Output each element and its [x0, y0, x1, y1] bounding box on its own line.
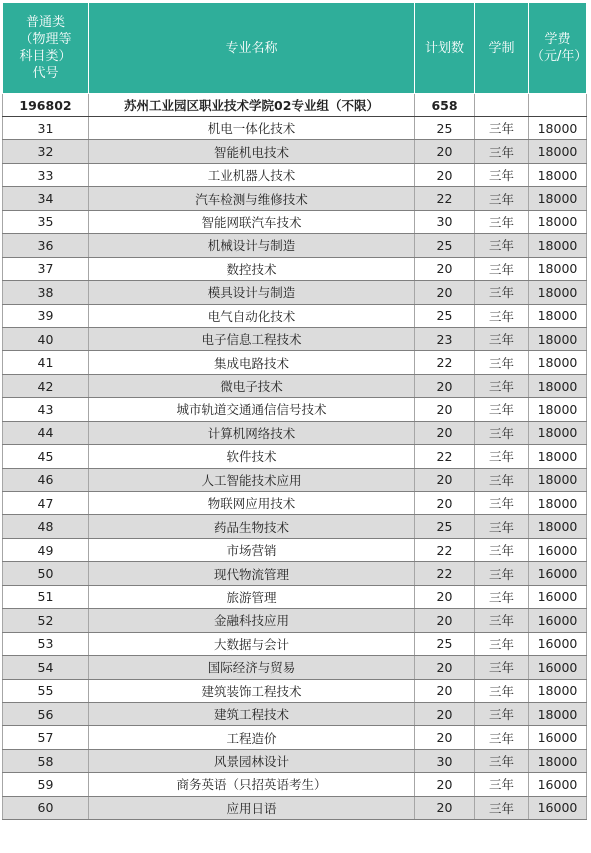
table-row	[3, 304, 587, 327]
table-row	[3, 492, 587, 515]
cell-fee: 16000	[529, 796, 587, 819]
cell-major: 大数据与会计	[89, 632, 415, 655]
cell-plan: 20	[415, 257, 475, 280]
cell-fee: 18000	[529, 468, 587, 491]
cell-major: 机电一体化技术	[89, 117, 415, 140]
table-row	[3, 702, 587, 725]
cell-duration: 三年	[475, 609, 529, 632]
cell-major: 计算机网络技术	[89, 421, 415, 444]
cell-fee: 16000	[529, 773, 587, 796]
cell-duration: 三年	[475, 398, 529, 421]
cell-code: 45	[3, 445, 89, 468]
cell-duration: 三年	[475, 327, 529, 350]
cell-fee: 16000	[529, 585, 587, 608]
cell-plan: 20	[415, 163, 475, 186]
table-row	[3, 773, 587, 796]
cell-code: 60	[3, 796, 89, 819]
cell-fee: 18000	[529, 492, 587, 515]
cell-duration: 三年	[475, 468, 529, 491]
cell-duration: 三年	[475, 679, 529, 702]
cell-plan: 20	[415, 281, 475, 304]
table-row	[3, 140, 587, 163]
cell-duration: 三年	[475, 234, 529, 257]
cell-plan: 23	[415, 327, 475, 350]
table-row	[3, 398, 587, 421]
cell-duration: 三年	[475, 702, 529, 725]
cell-code: 44	[3, 421, 89, 444]
cell-fee: 18000	[529, 398, 587, 421]
cell-duration: 三年	[475, 538, 529, 561]
cell-fee: 18000	[529, 117, 587, 140]
header-major	[89, 3, 415, 94]
cell-plan: 20	[415, 679, 475, 702]
cell-duration: 三年	[475, 773, 529, 796]
cell-code: 46	[3, 468, 89, 491]
table-row	[3, 632, 587, 655]
cell-code: 36	[3, 234, 89, 257]
table-row	[3, 210, 587, 233]
cell-plan: 20	[415, 585, 475, 608]
header-plan	[415, 3, 475, 94]
cell-duration: 三年	[475, 562, 529, 585]
cell-major: 电子信息工程技术	[89, 327, 415, 350]
table-row	[3, 187, 587, 210]
cell-duration: 三年	[475, 281, 529, 304]
cell-major: 软件技术	[89, 445, 415, 468]
cell-plan: 22	[415, 562, 475, 585]
group-row	[3, 94, 587, 117]
cell-plan: 20	[415, 609, 475, 632]
cell-major: 汽车检测与维修技术	[89, 187, 415, 210]
cell-major: 国际经济与贸易	[89, 656, 415, 679]
admission-plan-table	[2, 2, 587, 820]
cell-fee: 18000	[529, 679, 587, 702]
cell-fee: 18000	[529, 210, 587, 233]
cell-fee: 18000	[529, 234, 587, 257]
cell-plan: 20	[415, 702, 475, 725]
table-row	[3, 327, 587, 350]
cell-fee: 18000	[529, 515, 587, 538]
cell-fee: 16000	[529, 609, 587, 632]
cell-duration: 三年	[475, 187, 529, 210]
cell-plan: 20	[415, 398, 475, 421]
table-row	[3, 515, 587, 538]
table-row	[3, 257, 587, 280]
cell-major: 工程造价	[89, 726, 415, 749]
table-row	[3, 351, 587, 374]
table-row	[3, 679, 587, 702]
cell-fee: 18000	[529, 421, 587, 444]
table-row	[3, 374, 587, 397]
cell-plan: 20	[415, 656, 475, 679]
table-row	[3, 117, 587, 140]
cell-code: 38	[3, 281, 89, 304]
cell-plan: 22	[415, 187, 475, 210]
header-fee-label: 学费 （元/年）	[531, 32, 588, 64]
cell-major: 智能机电技术	[89, 140, 415, 163]
cell-duration: 三年	[475, 304, 529, 327]
group-fee	[529, 94, 587, 117]
cell-fee: 18000	[529, 257, 587, 280]
cell-duration: 三年	[475, 445, 529, 468]
cell-major: 应用日语	[89, 796, 415, 819]
cell-code: 40	[3, 327, 89, 350]
cell-code: 33	[3, 163, 89, 186]
cell-code: 56	[3, 702, 89, 725]
cell-duration: 三年	[475, 351, 529, 374]
cell-code: 31	[3, 117, 89, 140]
table-row	[3, 656, 587, 679]
cell-duration: 三年	[475, 421, 529, 444]
cell-code: 50	[3, 562, 89, 585]
table-row	[3, 585, 587, 608]
table-row	[3, 421, 587, 444]
cell-code: 43	[3, 398, 89, 421]
cell-fee: 16000	[529, 538, 587, 561]
cell-fee: 16000	[529, 632, 587, 655]
cell-major: 模具设计与制造	[89, 281, 415, 304]
cell-plan: 20	[415, 773, 475, 796]
cell-fee: 16000	[529, 562, 587, 585]
header-major-label: 专业名称	[225, 40, 278, 56]
table-row	[3, 445, 587, 468]
cell-duration: 三年	[475, 749, 529, 772]
group-code: 196802	[3, 94, 89, 117]
cell-plan: 20	[415, 140, 475, 163]
cell-duration: 三年	[475, 515, 529, 538]
table-row	[3, 796, 587, 819]
cell-code: 39	[3, 304, 89, 327]
cell-major: 城市轨道交通通信信号技术	[89, 398, 415, 421]
cell-major: 金融科技应用	[89, 609, 415, 632]
cell-code: 53	[3, 632, 89, 655]
table-row	[3, 281, 587, 304]
table-row	[3, 749, 587, 772]
cell-fee: 18000	[529, 304, 587, 327]
cell-code: 47	[3, 492, 89, 515]
header-duration-label: 学制	[488, 40, 515, 56]
cell-code: 52	[3, 609, 89, 632]
cell-plan: 20	[415, 796, 475, 819]
cell-code: 37	[3, 257, 89, 280]
cell-plan: 20	[415, 468, 475, 491]
cell-code: 54	[3, 656, 89, 679]
cell-code: 59	[3, 773, 89, 796]
cell-fee: 18000	[529, 374, 587, 397]
header-code-label: 普通类 （物理等 科目类） 代号	[19, 15, 72, 81]
cell-fee: 18000	[529, 351, 587, 374]
table-row	[3, 234, 587, 257]
cell-duration: 三年	[475, 163, 529, 186]
cell-duration: 三年	[475, 492, 529, 515]
cell-fee: 18000	[529, 749, 587, 772]
cell-code: 55	[3, 679, 89, 702]
cell-major: 建筑工程技术	[89, 702, 415, 725]
cell-fee: 18000	[529, 163, 587, 186]
cell-plan: 20	[415, 421, 475, 444]
cell-code: 32	[3, 140, 89, 163]
cell-major: 集成电路技术	[89, 351, 415, 374]
table-row	[3, 163, 587, 186]
header-plan-label: 计划数	[424, 40, 464, 56]
cell-major: 药品生物技术	[89, 515, 415, 538]
cell-plan: 25	[415, 234, 475, 257]
group-name: 苏州工业园区职业技术学院02专业组（不限）	[89, 94, 415, 117]
cell-major: 商务英语（只招英语考生）	[89, 773, 415, 796]
cell-plan: 22	[415, 445, 475, 468]
cell-major: 电气自动化技术	[89, 304, 415, 327]
cell-fee: 18000	[529, 140, 587, 163]
cell-major: 现代物流管理	[89, 562, 415, 585]
header-code	[3, 3, 89, 94]
cell-code: 58	[3, 749, 89, 772]
header-row	[3, 3, 587, 94]
table-row	[3, 468, 587, 491]
group-plan: 658	[415, 94, 475, 117]
cell-major: 微电子技术	[89, 374, 415, 397]
cell-major: 数控技术	[89, 257, 415, 280]
table-header	[3, 3, 587, 94]
cell-plan: 20	[415, 374, 475, 397]
cell-fee: 18000	[529, 702, 587, 725]
cell-duration: 三年	[475, 796, 529, 819]
table-row	[3, 609, 587, 632]
cell-duration: 三年	[475, 210, 529, 233]
group-duration	[475, 94, 529, 117]
cell-plan: 25	[415, 515, 475, 538]
cell-duration: 三年	[475, 374, 529, 397]
cell-duration: 三年	[475, 632, 529, 655]
cell-major: 人工智能技术应用	[89, 468, 415, 491]
cell-plan: 25	[415, 304, 475, 327]
cell-code: 49	[3, 538, 89, 561]
cell-fee: 18000	[529, 445, 587, 468]
table-row	[3, 726, 587, 749]
cell-code: 42	[3, 374, 89, 397]
header-duration	[475, 3, 529, 94]
cell-major: 机械设计与制造	[89, 234, 415, 257]
cell-duration: 三年	[475, 117, 529, 140]
cell-duration: 三年	[475, 656, 529, 679]
cell-plan: 22	[415, 351, 475, 374]
cell-duration: 三年	[475, 585, 529, 608]
table-row	[3, 538, 587, 561]
cell-plan: 30	[415, 749, 475, 772]
cell-code: 51	[3, 585, 89, 608]
cell-plan: 25	[415, 632, 475, 655]
cell-major: 工业机器人技术	[89, 163, 415, 186]
cell-fee: 16000	[529, 656, 587, 679]
cell-code: 34	[3, 187, 89, 210]
cell-code: 41	[3, 351, 89, 374]
cell-duration: 三年	[475, 140, 529, 163]
cell-fee: 16000	[529, 726, 587, 749]
cell-code: 35	[3, 210, 89, 233]
cell-major: 旅游管理	[89, 585, 415, 608]
table-body	[3, 94, 587, 820]
cell-fee: 18000	[529, 187, 587, 210]
cell-major: 物联网应用技术	[89, 492, 415, 515]
table-row	[3, 562, 587, 585]
cell-plan: 30	[415, 210, 475, 233]
cell-fee: 18000	[529, 327, 587, 350]
cell-plan: 20	[415, 726, 475, 749]
cell-fee: 18000	[529, 281, 587, 304]
cell-code: 48	[3, 515, 89, 538]
cell-plan: 20	[415, 492, 475, 515]
cell-duration: 三年	[475, 257, 529, 280]
cell-major: 建筑装饰工程技术	[89, 679, 415, 702]
cell-major: 市场营销	[89, 538, 415, 561]
header-fee	[529, 3, 587, 94]
cell-plan: 22	[415, 538, 475, 561]
cell-major: 智能网联汽车技术	[89, 210, 415, 233]
cell-major: 风景园林设计	[89, 749, 415, 772]
cell-duration: 三年	[475, 726, 529, 749]
cell-plan: 25	[415, 117, 475, 140]
cell-code: 57	[3, 726, 89, 749]
